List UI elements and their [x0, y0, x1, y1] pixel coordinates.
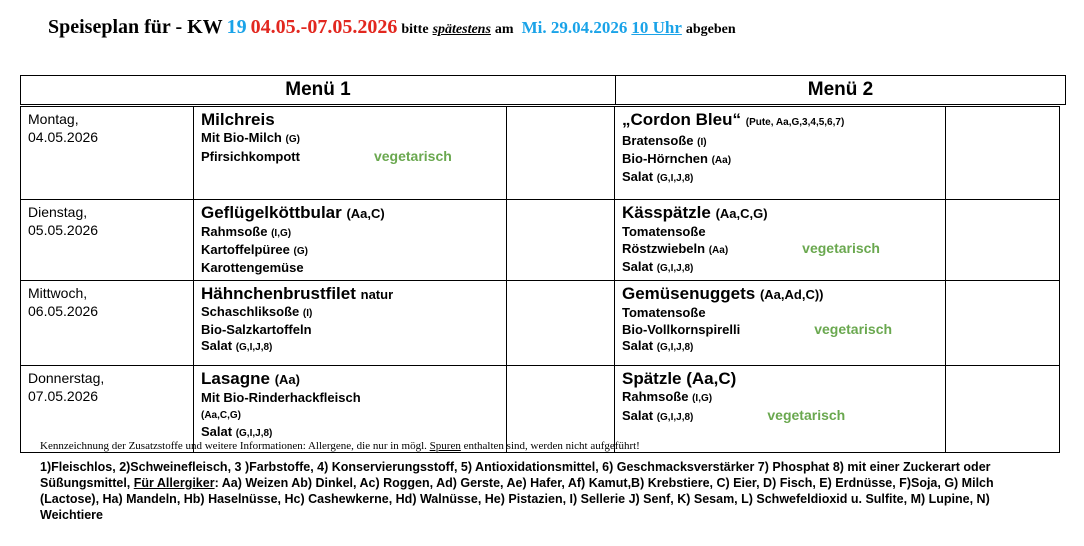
allergen-tag: (Aa) [274, 372, 300, 387]
menu-cell [194, 200, 507, 281]
week-number: 19 [226, 16, 247, 38]
day-date: 06.05.2026 [28, 303, 99, 319]
main-dish [622, 369, 938, 389]
allergen-tag: (G) [285, 134, 300, 145]
side-dish [622, 240, 938, 259]
menu-cell [194, 281, 507, 366]
menu-cell [615, 107, 946, 200]
deadline-time: 10 Uhr [631, 18, 682, 37]
side-dish-name: Mit Bio-Rinderhackfleisch [201, 390, 361, 405]
side-dish-name: Tomatensoße [622, 305, 706, 320]
side-dish-name: Karottengemüse [201, 260, 304, 275]
side-dish [622, 389, 938, 407]
side-dish [622, 169, 938, 187]
side-dish [201, 390, 499, 406]
table-row [21, 107, 1060, 200]
side-dish-name: Bio-Salzkartoffeln [201, 322, 312, 337]
empty-cell [507, 107, 615, 200]
table-row [21, 281, 1060, 366]
day-name: Montag, [28, 111, 79, 127]
side-dish-name: Salat [622, 338, 654, 353]
side-dish-name: Bratensoße [622, 133, 694, 148]
menu-table [20, 106, 1060, 453]
side-dish [201, 338, 499, 356]
side-dish-name: Pfirsichkompott [201, 149, 300, 164]
side-dish-name: Bio-Vollkornspirelli [622, 322, 741, 337]
main-dish-name: Lasagne [201, 369, 270, 388]
side-dish-name: Röstzwiebeln [622, 241, 706, 256]
title-prefix: Speiseplan für - KW [48, 16, 223, 38]
allergen-tag: (I,G) [271, 228, 292, 239]
side-dish-name: Tomatensoße [622, 224, 706, 239]
side-dish [622, 259, 938, 277]
side-dish-name: Salat [622, 169, 654, 184]
vegetarian-label: vegetarisch [814, 321, 893, 337]
date-range: 04.05.-07.05.2026 [250, 16, 398, 38]
day-name: Dienstag, [28, 204, 88, 220]
side-dish [201, 304, 499, 322]
side-dish-name: Salat [622, 408, 654, 423]
side-dish-name: Rahmsoße [622, 389, 689, 404]
allergen-tag: (G,I,J,8) [656, 412, 694, 423]
header-menu2: Menü 2 [615, 75, 1066, 105]
main-dish-name: Spätzle (Aa,C) [622, 369, 737, 388]
side-dish [622, 338, 938, 356]
day-name: Mittwoch, [28, 285, 88, 301]
side-dish-name: Salat [622, 259, 654, 274]
main-dish-name: Geflügelköttbular [201, 203, 342, 222]
allergen-tag: (G,I,J,8) [656, 342, 694, 353]
title-spaetestens: spätestens [432, 22, 491, 37]
allergen-tag: (I) [697, 137, 707, 148]
empty-cell [946, 107, 1060, 200]
side-dish [201, 260, 499, 276]
title-abgeben: abgeben [685, 22, 736, 37]
day-cell [21, 200, 194, 281]
notes-intro-b: enthalten sind, werden nicht aufgeführt! [463, 440, 640, 452]
empty-cell [507, 200, 615, 281]
menu-cell [194, 107, 507, 200]
side-dish-name: Mit Bio-Milch [201, 130, 282, 145]
notes-spuren: Spuren [429, 440, 461, 452]
allergen-tag: (G,I,J,8) [656, 263, 694, 274]
allergen-tag: (Aa) [711, 155, 732, 166]
day-date: 04.05.2026 [28, 129, 99, 145]
side-dish-name: Bio-Hörnchen [622, 151, 708, 166]
side-dish [201, 148, 499, 165]
main-dish-name: Hähnchenbrustfilet [201, 284, 356, 303]
side-dish [622, 133, 938, 151]
day-date: 05.05.2026 [28, 222, 99, 238]
header-menu1: Menü 1 [20, 75, 616, 105]
side-dish-name: Rahmsoße [201, 224, 268, 239]
day-name: Donnerstag, [28, 370, 105, 386]
allergen-tag: natur [360, 287, 394, 302]
day-date: 07.05.2026 [28, 388, 99, 404]
main-dish-name: Milchreis [201, 110, 275, 129]
side-dish [622, 321, 938, 338]
side-dish [622, 407, 938, 426]
allergen-tag: (Aa,C,G) [201, 410, 241, 421]
side-dish [201, 242, 499, 260]
main-dish-name: Kässpätzle [622, 203, 711, 222]
title-bitte: bitte [401, 22, 429, 37]
main-dish-name: „Cordon Bleu“ [622, 110, 741, 129]
main-dish [201, 110, 499, 130]
deadline-day: Mi. 29.04.2026 [521, 18, 628, 37]
main-dish [201, 284, 499, 304]
table-row [21, 200, 1060, 281]
menu-cell [615, 200, 946, 281]
main-dish [622, 203, 938, 224]
side-dish [201, 130, 499, 148]
side-dish [622, 305, 938, 321]
allergen-tag: (Aa) [708, 245, 729, 256]
side-dish [201, 322, 499, 338]
notes-intro-a: Kennzeichnung der Zusatzstoffe und weitere Informationen: Allergene, die nur in mögl. [40, 440, 427, 452]
side-dish [622, 151, 938, 169]
empty-cell [946, 366, 1060, 453]
side-dish [201, 224, 499, 242]
allergen-tag: (Pute, Aa,G,3,4,5,6,7) [745, 117, 845, 128]
notes-intro [40, 440, 640, 452]
main-dish-name: Gemüsenuggets [622, 284, 756, 303]
main-dish [622, 284, 938, 305]
side-dish-name: Salat [201, 338, 233, 353]
allergens-list: : Aa) Weizen Ab) Dinkel, Ac) Roggen, Ad) Gerste, Ae) Hafer, Af) Kamut,B) Krebstiere, C) Eier, D) Fisch, E) Erdnüsse, F)Soja, G) Milch (Lactose), Ha) Mandeln, Hb) Haselnüsse, Hc) Cashewkerne, Hd) Walnüsse, He) Pistazien, I) Sellerie J) Senf, K) Sesam, L) Schwefeldioxid u. Sulfite, M) Lupine, N) Weichtiere [40, 476, 994, 522]
notes-body [40, 459, 1050, 523]
empty-cell [946, 200, 1060, 281]
allergen-tag: (G,I,J,8) [656, 173, 694, 184]
vegetarian-label: vegetarisch [802, 240, 880, 256]
main-dish [201, 203, 499, 224]
side-dish-name: Schaschliksoße [201, 304, 300, 319]
allergen-tag: (I) [302, 308, 313, 319]
allergen-tag: (G,I,J,8) [235, 342, 273, 353]
day-cell [21, 107, 194, 200]
allergen-tag: (Aa,Ad,C)) [759, 287, 824, 302]
page-title [48, 16, 736, 39]
vegetarian-label: vegetarisch [767, 407, 846, 423]
allergen-tag: (G) [293, 246, 308, 257]
main-dish [622, 110, 938, 133]
vegetarian-label: vegetarisch [373, 148, 452, 164]
empty-cell [507, 281, 615, 366]
side-dish-name: Kartoffelpüree [201, 242, 290, 257]
empty-cell [946, 281, 1060, 366]
allergen-tag: (I,G) [692, 393, 713, 404]
allergen-tag: (Aa,C) [346, 206, 385, 221]
side-dish-name: Salat [201, 424, 233, 439]
menu-cell [615, 281, 946, 366]
side-dish [622, 224, 938, 240]
allergy-label: Für Allergiker [133, 476, 215, 490]
menu-cell [615, 366, 946, 453]
allergen-tag: (G,I,J,8) [235, 428, 273, 439]
additives-list: 1)Fleischlos, 2)Schweinefleisch, 3 )Farbstoffe, 4) Konservierungsstoff, 5) Antioxidationsmittel, 6) Geschmacksverstärker 7) Phosphat 8) mit einer Zuckerart oder Süßungsmittel, [40, 460, 991, 490]
main-dish [201, 369, 499, 390]
day-cell [21, 281, 194, 366]
side-dish [201, 406, 499, 424]
allergen-tag: (Aa,C,G) [715, 206, 768, 221]
title-am: am [494, 22, 514, 37]
